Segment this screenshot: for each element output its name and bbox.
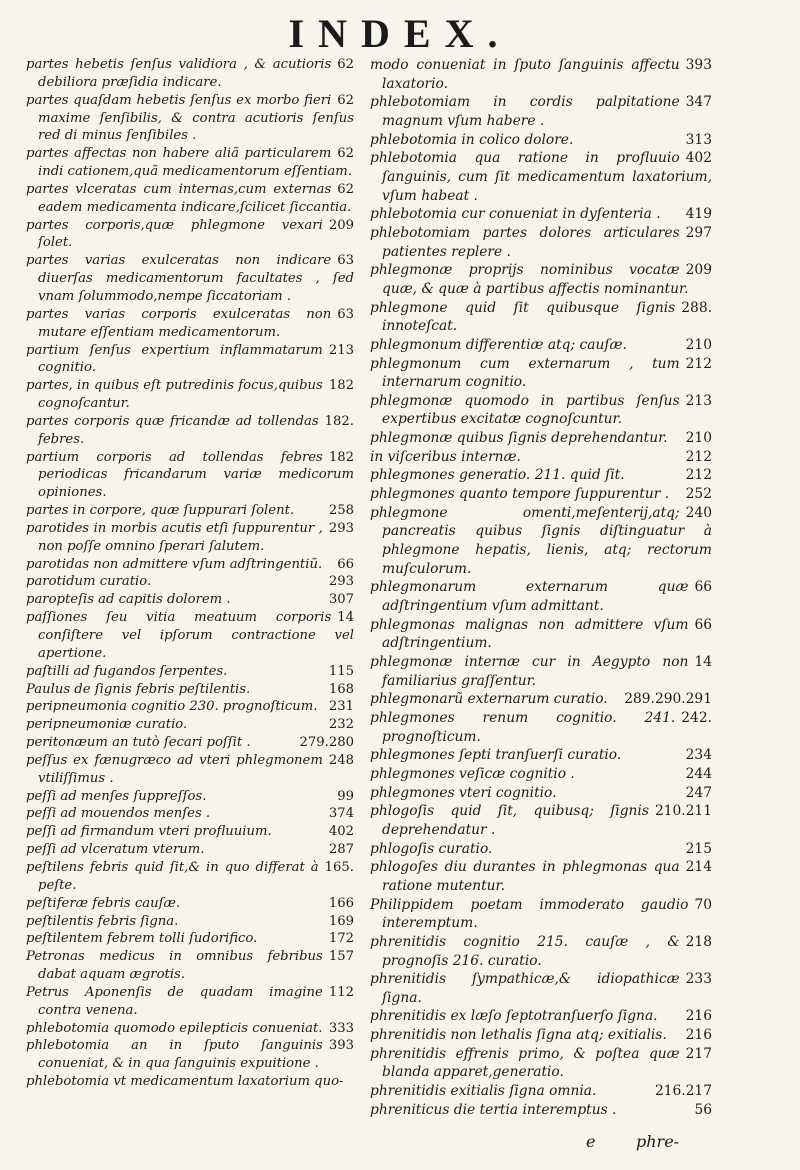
index-entry: [370, 1026, 712, 1045]
entry-text: phlegmones generatio. 211. quid ſit.: [370, 467, 625, 484]
entry-text: peſtiferæ febris cauſæ.: [26, 895, 181, 911]
index-entry: [370, 858, 712, 895]
entry-text: phlegmones renum cognitio. 241. prognoſticum.: [370, 709, 676, 745]
page-reference: 333: [328, 1020, 354, 1036]
index-entry: [370, 1101, 712, 1120]
entry-text: phlegmone omenti,meſenterij,atq; pancreatis quibus ſignis diſtinguatur à phlegmone hepatis, lienis, atq; rectorum muſculorum.: [370, 504, 712, 577]
entry-text: phlogoſes diu durantes in phlegmonas qua ratione mutentur.: [370, 859, 680, 894]
index-entry: [370, 224, 712, 261]
page-reference: 402: [328, 824, 354, 840]
page-reference: 279.280: [299, 735, 354, 751]
index-entry: [26, 573, 354, 591]
page-reference: 14: [694, 654, 712, 670]
index-entry: [370, 1007, 712, 1026]
page-reference: 233: [685, 971, 712, 988]
index-entry: [26, 252, 354, 306]
entry-text: peſtilens febris quid ſit,& in quo differat à peſte.: [26, 859, 319, 893]
index-entry: [26, 520, 354, 556]
index-entry: [26, 217, 354, 253]
index-entry: [370, 746, 712, 765]
index-entry: [370, 784, 712, 803]
entry-text: phlegmone quid ſit quibusque ſignis innoteſcat.: [370, 299, 676, 335]
entry-text: phlegmonæ internæ cur in Aegypto non familiarius graſſentur.: [370, 654, 689, 689]
index-entry: [26, 716, 354, 734]
index-entry: [370, 896, 712, 933]
page-reference: 172: [328, 931, 354, 947]
index-entry: [26, 92, 354, 146]
page-reference: 419: [685, 206, 712, 223]
entry-text: phlegmonæ proprijs nominibus vocatæ quæ, & quæ à partibus affectis nominantur.: [370, 262, 689, 297]
page-reference: 247: [685, 784, 712, 801]
entry-text: phlegmones veſicæ cognitio .: [370, 765, 575, 782]
entry-text: phlogoſis curatio.: [370, 840, 493, 857]
page-reference: 288.: [681, 299, 712, 316]
index-entry: [26, 805, 354, 823]
page-reference: 212: [685, 467, 712, 484]
entry-text: peſtilentis febris ſigna.: [26, 913, 179, 929]
index-entry: [370, 131, 712, 150]
entry-text: phlegmonæ quibus ſignis deprehendantur.: [370, 430, 668, 447]
page-reference: 374: [328, 806, 354, 822]
page-reference: 62: [337, 57, 354, 72]
page-reference: 293: [328, 574, 354, 590]
page-reference: 70: [694, 896, 712, 913]
entry-text: phlebotomiam partes dolores articulares patientes replere .: [370, 224, 680, 260]
entry-text: Philippidem poetam immoderato gaudio interemptum.: [370, 896, 689, 932]
entry-text: partes hebetis ſenſus validiora , & acutioris debiliora præſidia indicare.: [26, 57, 332, 90]
index-entry: [370, 653, 712, 690]
page-reference: 297: [685, 224, 712, 241]
entry-text: peſſi ad vlceratum vterum.: [26, 842, 205, 858]
page-reference: 169: [328, 913, 354, 929]
page-reference: 293: [328, 520, 354, 536]
page-reference: 393: [328, 1038, 354, 1054]
index-entry: [26, 948, 354, 984]
index-entry: [26, 591, 354, 609]
index-entry: [370, 336, 712, 355]
entry-text: peſtilentem febrem tolli ſudorifico.: [26, 931, 258, 947]
index-entry: [370, 466, 712, 485]
entry-text: phlegmones vteri cognitio.: [370, 784, 557, 801]
page-reference: 112: [328, 984, 354, 1000]
page-reference: 216: [685, 1027, 712, 1044]
entry-text: peripneumoniæ curatio.: [26, 717, 188, 733]
page-reference: 231: [328, 699, 354, 715]
page-reference: 213: [685, 392, 712, 409]
index-entry: [26, 181, 354, 217]
page-reference: 242.: [681, 709, 712, 726]
index-entry: [370, 56, 712, 93]
page-reference: 248: [328, 752, 354, 768]
index-entry: [26, 449, 354, 503]
page-reference: 244: [685, 765, 712, 782]
page-reference: 115: [328, 663, 354, 679]
entry-text: parotidum curatio.: [26, 574, 152, 590]
index-entry: [370, 93, 712, 130]
entry-text: partes in corpore, quæ ſuppurari ſolent.: [26, 503, 295, 519]
index-entry: [26, 841, 354, 859]
index-entry: [26, 734, 354, 752]
entry-text: paſſiones ſeu vitia meatuum corporis conſiſtere vel ipſorum contractione vel apertione.: [26, 610, 354, 661]
index-entry: [370, 765, 712, 784]
page-reference: 14: [337, 610, 354, 626]
entry-text: peſſi ad firmandum vteri profluuium.: [26, 824, 272, 840]
page-reference: 212: [685, 448, 712, 465]
page-reference: 66: [694, 579, 712, 596]
page-reference: 165.: [324, 859, 354, 875]
entry-text: phrenitidis effrenis primo, & poſtea quæ blanda apparet,generatio.: [370, 1045, 680, 1081]
entry-text: paropteſis ad capitis dolorem .: [26, 592, 231, 608]
entry-text: phrenitidis ſympathicæ,& idiopathicæ ſigna.: [370, 971, 680, 1006]
page-reference: 66: [337, 556, 354, 572]
index-entry: [26, 306, 354, 342]
index-entry: [26, 859, 354, 895]
entry-text: Petrus Aponenſis de quadam imagine contra venena.: [26, 984, 323, 1018]
page-reference: 168: [328, 681, 354, 697]
page-reference: 232: [328, 717, 354, 733]
index-entry: [26, 1073, 354, 1091]
entry-text: partes affectas non habere aliã particularem indi cationem,quã medicamentorum eſſentiam.: [26, 146, 352, 180]
index-entry: [370, 504, 712, 579]
index-entry: [370, 709, 712, 746]
page-reference: 56: [694, 1101, 712, 1118]
index-entry: [370, 1045, 712, 1082]
entry-text: paſtilli ad fugandos ſerpentes.: [26, 663, 228, 679]
page-reference: 63: [337, 306, 354, 322]
page-reference: 216.217: [654, 1083, 712, 1100]
index-entry: [26, 342, 354, 378]
entry-text: phlegmonarum externarum quæ adſtringentium vſum admittant.: [370, 579, 689, 615]
index-entry: [26, 752, 354, 788]
page-reference: 214: [685, 859, 712, 876]
entry-text: phlegmonæ quomodo in partibus ſenſus expertibus excitatæ cognoſcuntur.: [370, 392, 680, 428]
entry-text: peſſi ad mouendos menſes .: [26, 806, 211, 822]
entry-text: phlebotomia in colico dolore.: [370, 131, 574, 148]
index-entry: [26, 913, 354, 931]
entry-text: partium corporis ad tollendas febres periodicas fricandarum variæ medicorum opiniones.: [26, 449, 354, 501]
index-entry: [370, 933, 712, 970]
page-reference: 99: [337, 788, 354, 804]
page-reference: 209: [685, 262, 712, 279]
entry-text: phrenitidis non lethalis ſigna atq; exitialis.: [370, 1027, 667, 1044]
page-reference: 217: [685, 1045, 712, 1062]
page-reference: 307: [328, 592, 354, 608]
index-entry: [26, 698, 354, 716]
entry-text: phlegmonas malignas non admittere vſum adſtringentium.: [370, 616, 689, 652]
page-reference: 210.211: [654, 803, 712, 820]
page-reference: 252: [685, 486, 712, 503]
index-entry: [26, 413, 354, 449]
index-entry: [26, 930, 354, 948]
entry-text: phlogoſis quid ſit, quibusq; ſignis deprehendatur .: [370, 803, 649, 838]
index-entry: [370, 485, 712, 504]
index-entry: [26, 681, 354, 699]
index-entry: [26, 788, 354, 806]
entry-text: phlebotomiam in cordis palpitatione magnum vſum habere .: [370, 94, 680, 129]
entry-text: phrenitidis ex læſo ſeptotranſuerſo ſigna.: [370, 1008, 658, 1025]
entry-text: parotidas non admittere vſum adſtringentiũ.: [26, 556, 323, 572]
page-reference: 240: [685, 504, 712, 521]
index-entry: [26, 556, 354, 574]
page-reference: 313: [685, 131, 712, 148]
right-column: [370, 56, 712, 1119]
entry-text: peritonæum an tutò ſecari poſſit .: [26, 735, 251, 751]
page-reference: 62: [337, 92, 354, 108]
entry-text: in viſceribus internæ.: [370, 448, 521, 465]
index-entry: [26, 145, 354, 181]
entry-text: phrenitidis exitialis ſigna omnia.: [370, 1083, 597, 1100]
index-entry: [26, 663, 354, 681]
page-reference: 209: [328, 217, 354, 233]
signature-mark: e: [586, 1132, 596, 1151]
entry-text: partes quaſdam hebetis ſenſus ex morbo fieri maxime ſenſibilis, & contra acutioris ſenſus red di minus ſenſibiles .: [26, 92, 354, 144]
entry-text: partes corporis,quæ phlegmone vexari ſolet.: [26, 217, 323, 251]
page-reference: 234: [685, 747, 712, 764]
entry-text: peſſi ad menſes ſuppreſſos.: [26, 788, 207, 804]
page-reference: 210: [685, 430, 712, 447]
entry-text: peſſus ex fænugræco ad vteri phlegmonem vtiliſſimus .: [26, 752, 323, 786]
entry-text: phlebotomia vt medicamentum laxatorium quo-: [26, 1074, 344, 1090]
page-reference: 258: [328, 503, 354, 519]
entry-text: phlebotomia quomodo epilepticis conueniat.: [26, 1020, 323, 1036]
entry-text: partes varias exulceratas non indicare diuerſas medicamentorum facultates , ſed vnam ſolummodo,nempe ſiccatoriam .: [26, 253, 354, 304]
page-reference: 402: [685, 150, 712, 167]
entry-text: partes vlceratas cum internas,cum externas eadem medicamenta indicare,ſcilicet ſiccantia.: [26, 181, 352, 215]
page-reference: 210: [685, 336, 712, 353]
entry-text: partium ſenſus expertium inflammatarum cognitio.: [26, 342, 323, 376]
index-entry: [26, 984, 354, 1020]
index-entry: [26, 502, 354, 520]
index-entry: [370, 840, 712, 859]
entry-text: peripneumonia cognitio 230. prognoſticum.: [26, 699, 318, 715]
index-entry: [370, 1082, 712, 1101]
page-reference: 182: [328, 449, 354, 465]
entry-text: phlegmones quanto tempore ſuppurentur .: [370, 486, 670, 503]
entry-text: phlegmonarũ externarum curatio.: [370, 691, 608, 708]
entry-text: partes, in quibus eſt putredinis focus,quibus cognoſcantur.: [26, 378, 323, 412]
page-reference: 213: [328, 342, 354, 358]
entry-text: partes corporis quæ fricandæ ad tollendas febres.: [26, 413, 319, 447]
entry-text: parotides in morbis acutis etſi ſuppurentur , non poſſe omnino ſperari ſalutem.: [26, 520, 323, 554]
page-reference: 287: [328, 842, 354, 858]
left-column: [26, 56, 354, 1091]
entry-text: phlebotomia an in ſputo ſanguinis conueniat, & in qua ſanguinis expuitione .: [26, 1038, 323, 1072]
page-reference: 289.290.291: [624, 691, 712, 708]
index-entry: [370, 616, 712, 653]
index-entry: [370, 261, 712, 298]
index-entry: [26, 895, 354, 913]
page-reference: 215: [685, 840, 712, 857]
page-reference: 66: [694, 616, 712, 633]
page-reference: 63: [337, 253, 354, 269]
entry-text: Paulus de ſignis febris peſtilentis.: [26, 681, 251, 697]
index-entry: [370, 970, 712, 1007]
page-reference: 182.: [324, 413, 354, 429]
page-reference: 218: [685, 933, 712, 950]
page-reference: 212: [685, 355, 712, 372]
page-reference: 216: [685, 1008, 712, 1025]
index-entry: [370, 448, 712, 467]
index-entry: [26, 377, 354, 413]
page-reference: 393: [685, 57, 712, 73]
index-entry: [370, 205, 712, 224]
entry-text: phlebotomia qua ratione in profluuio ſanguinis, cum ſit medicamentum laxatorium, vſum habeat .: [370, 150, 712, 204]
index-entry: [370, 355, 712, 392]
entry-text: phlegmonum cum externarum , tum internarum cognitio.: [370, 355, 680, 391]
index-entry: [370, 802, 712, 839]
entry-text: phreniticus die tertia interemptus .: [370, 1101, 617, 1118]
entry-text: phlegmonum differentiæ atq; cauſæ.: [370, 336, 627, 353]
page-reference: 157: [328, 949, 354, 965]
index-entry: [370, 392, 712, 429]
entry-text: modo conueniat in ſputo ſanguinis affectu laxatorio.: [370, 57, 680, 92]
entry-text: phlebotomia cur conueniat in dyſenteria .: [370, 206, 661, 223]
index-entry: [26, 1037, 354, 1073]
index-entry: [370, 429, 712, 448]
index-entry: [26, 609, 354, 663]
entry-text: phrenitidis cognitio 215. cauſæ , & prognoſis 216. curatio.: [370, 933, 680, 969]
page-reference: 62: [337, 146, 354, 162]
index-entry: [26, 823, 354, 841]
entry-text: partes varias corporis exulceratas non mutare eſſentiam medicamentorum.: [26, 306, 332, 340]
page-title: INDEX.: [288, 11, 512, 56]
page-reference: 182: [328, 378, 354, 394]
index-entry: [26, 56, 354, 92]
catchword: phre-: [636, 1132, 680, 1151]
page-reference: 62: [337, 181, 354, 197]
page-reference: 347: [685, 94, 712, 111]
entry-text: phlegmones ſepti tranſuerſi curatio.: [370, 747, 622, 764]
index-entry: [370, 299, 712, 336]
entry-text: Petronas medicus in omnibus febribus dabat aquam ægrotis.: [26, 949, 323, 983]
index-entry: [370, 149, 712, 205]
index-entry: [370, 690, 712, 709]
index-entry: [370, 578, 712, 615]
page-reference: 166: [328, 895, 354, 911]
index-entry: [26, 1020, 354, 1038]
